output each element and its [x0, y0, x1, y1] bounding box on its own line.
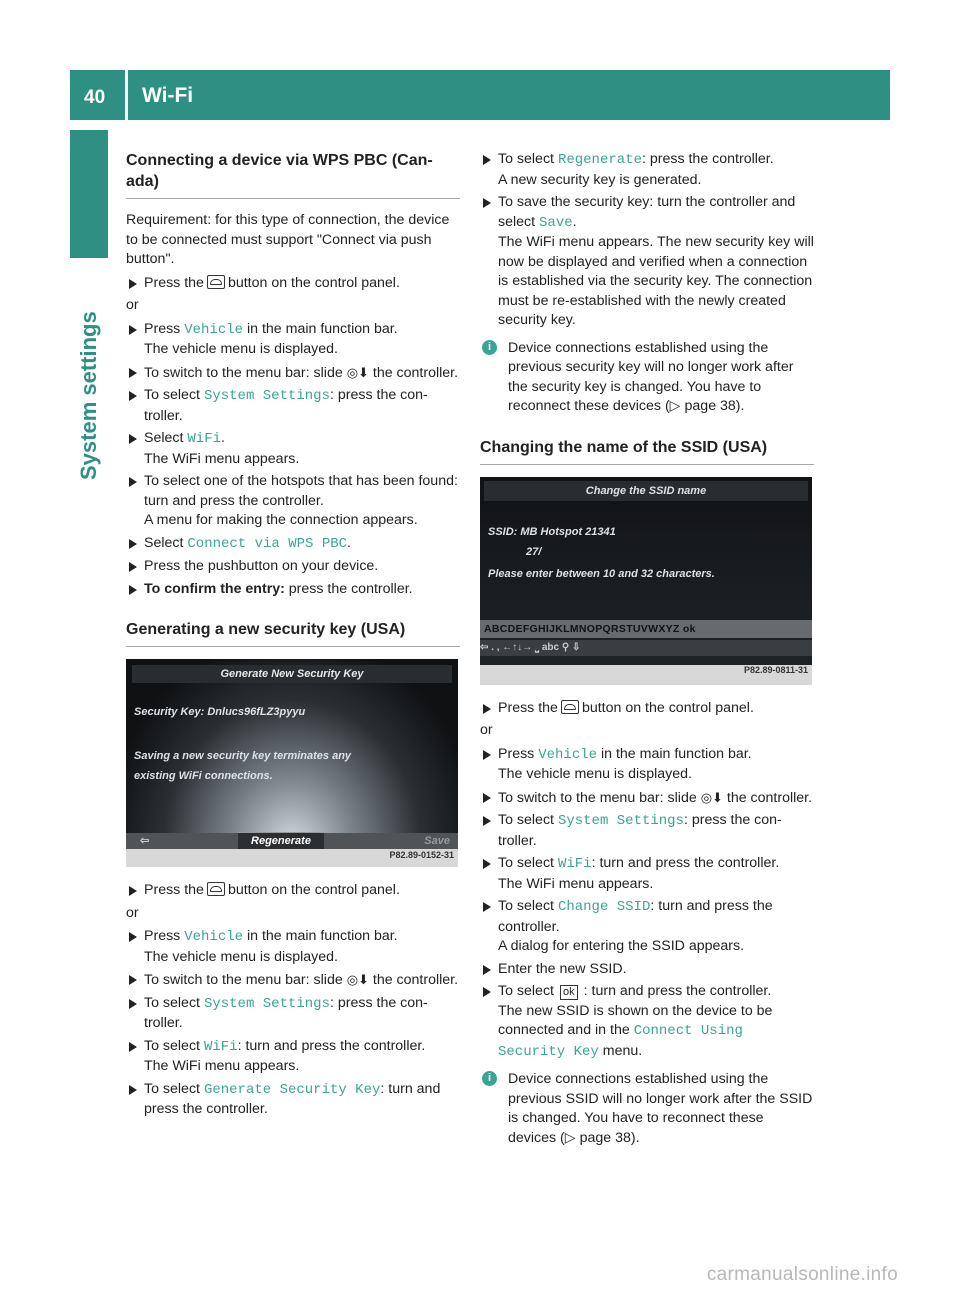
heading-ssid: Changing the name of the SSID (USA)	[480, 437, 814, 465]
save-button: Save	[424, 835, 450, 847]
info-note: i Device connections established using the previous security key will no longer work after the security key is changed. You have to reconnect these devices (▷ page 38).	[480, 339, 814, 417]
controller-slide-icon: ◎⬇	[700, 789, 723, 805]
step: Press Vehicle in the main function bar. The vehicle menu is displayed.	[126, 927, 460, 967]
screen-title: Generate New Security Key	[132, 665, 452, 683]
step: To select ok : turn and press the controller. The new SSID is shown on the device to be connected and in the Connect Using Security Key menu.	[480, 982, 814, 1062]
right-column	[480, 150, 814, 1152]
requirement-text: Requirement: for this type of connection, the device to be connected must support "Connect via push button".	[126, 212, 450, 267]
ok-icon: ok	[560, 985, 578, 1000]
step: To select Regenerate: press the controller. A new security key is generated.	[480, 150, 814, 190]
alphabet-bar: ABCDEFGHIJKLMNOPQRSTUVWXYZ ok	[480, 620, 812, 638]
car-icon	[207, 882, 225, 896]
left-column	[126, 150, 460, 1123]
security-key-line: Security Key: Dnlucs96fLZ3pyyu	[134, 706, 306, 718]
step: Select WiFi. The WiFi menu appears.	[126, 429, 460, 469]
step: To select one of the hotspots that has been found: turn and press the controller. A menu for making the connection appears.	[126, 472, 460, 531]
page-number: 40	[84, 87, 106, 108]
watermark: carmanualsonline.info	[706, 1264, 898, 1285]
step: To switch to the menu bar: slide ◎⬇ the controller.	[126, 970, 460, 991]
screenshot-change-ssid	[480, 477, 812, 685]
ssid-line: SSID: MB Hotspot 21341	[488, 525, 616, 538]
side-tab	[70, 130, 108, 258]
char-count: 27/	[526, 545, 542, 558]
info-note: i Device connections established using the previous SSID will no longer work after the SSID is changed. You have to reconnect these devices (▷ page 38).	[480, 1070, 814, 1148]
or-text: or	[126, 297, 139, 313]
or-text: or	[126, 904, 139, 921]
step: Press the button on the control panel.	[480, 699, 814, 719]
car-icon	[561, 700, 579, 714]
page-title: Wi-Fi	[142, 84, 194, 107]
step: To save the security key: turn the controller and select Save. The WiFi menu appears. The new security key will now be displayed and verified when a connection is established via the security key. The connection must be re-established with the newly created security key.	[480, 193, 814, 331]
controller-slide-icon: ◎⬇	[346, 972, 369, 987]
section-label: System settings	[76, 311, 101, 480]
warning-line-1: Saving a new security key terminates any	[134, 750, 352, 762]
or-text: or	[480, 722, 493, 738]
step: Enter the new SSID.	[480, 960, 814, 980]
screenshot-generate-key	[126, 659, 458, 867]
step: To confirm the entry: press the controller.	[126, 580, 460, 600]
step: Press the button on the control panel.	[126, 881, 460, 901]
figure-code: P82.89-0811-31	[743, 665, 808, 675]
header-divider	[125, 70, 128, 120]
step: Press Vehicle in the main function bar. The vehicle menu is displayed.	[126, 320, 460, 360]
step: To select WiFi: turn and press the controller. The WiFi menu appears.	[126, 1037, 460, 1077]
step: To switch to the menu bar: slide ◎⬇ the controller.	[126, 363, 460, 384]
step: To select Generate Security Key: turn and press the controller.	[126, 1080, 460, 1120]
info-icon: i	[482, 340, 497, 355]
step: Press the button on the control panel.	[126, 274, 460, 294]
heading-wps-pbc: Connecting a device via WPS PBC (Canada)	[126, 150, 460, 199]
step: Select Connect via WPS PBC.	[126, 534, 460, 555]
car-icon	[207, 275, 225, 289]
warning-line-2: existing WiFi connections.	[134, 770, 273, 782]
step: To select System Settings: press the controller.	[126, 386, 460, 426]
heading-security-key: Generating a new security key (USA)	[126, 619, 460, 647]
regenerate-button: Regenerate	[238, 832, 324, 849]
page-header	[70, 70, 890, 120]
back-arrow-icon: ⇦	[140, 835, 150, 847]
screen-title: Change the SSID name	[484, 481, 808, 501]
step: To select System Settings: press the controller.	[480, 811, 814, 851]
step: To select System Settings: press the controller.	[126, 994, 460, 1034]
step: Press Vehicle in the main function bar. The vehicle menu is displayed.	[480, 745, 814, 785]
step: To select WiFi: turn and press the controller. The WiFi menu appears.	[480, 854, 814, 894]
controller-slide-icon: ◎⬇	[346, 364, 369, 380]
hint-line: Please enter between 10 and 32 characters.	[488, 567, 715, 580]
step: To select Change SSID: turn and press the controller. A dialog for entering the SSID appears.	[480, 897, 814, 957]
step: To switch to the menu bar: slide ◎⬇ the controller.	[480, 788, 814, 809]
info-icon: i	[482, 1071, 497, 1086]
tools-bar: ⇦ . , ←↑↓→ ⎵ abc ⚲ ⇩	[480, 640, 812, 656]
figure-code: P82.89-0152-31	[389, 849, 454, 860]
step: Press the pushbutton on your device.	[126, 557, 460, 577]
